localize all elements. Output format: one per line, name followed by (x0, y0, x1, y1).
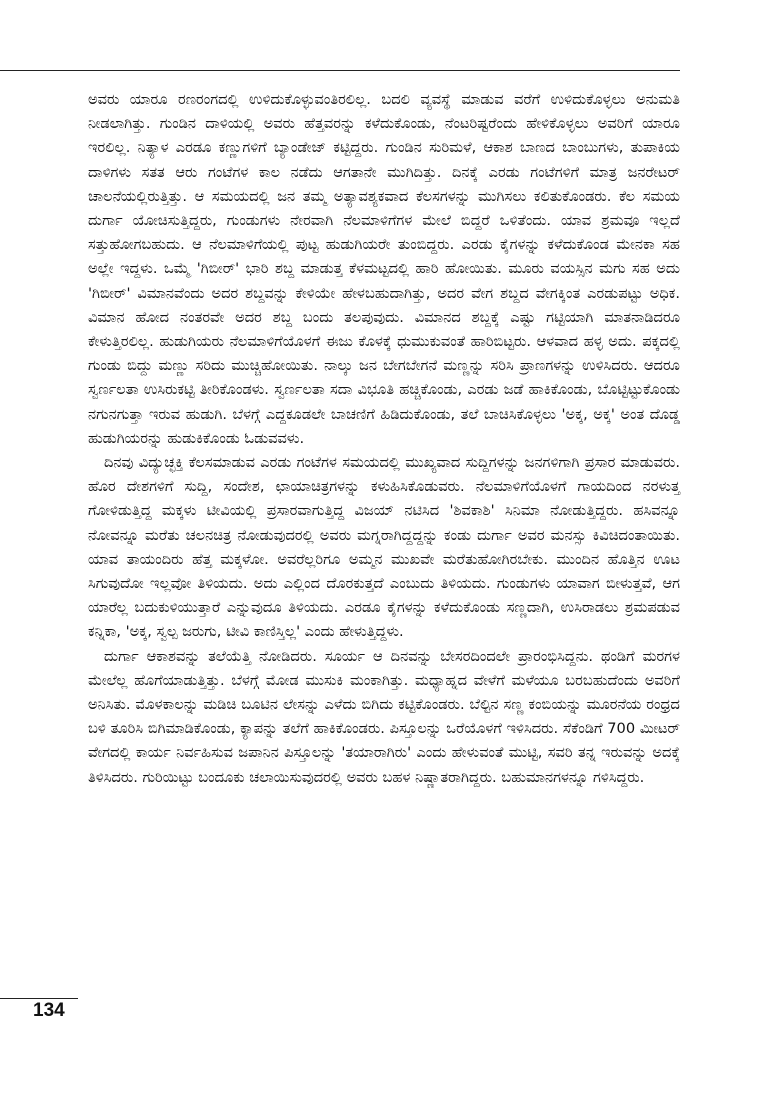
paragraph: ಅವರು ಯಾರೂ ರಣರಂಗದಲ್ಲಿ ಉಳಿದುಕೊಳ್ಳುವಂತಿರಲಿಲ್ಲ. ಬದಲಿ ವ್ಯವಸ್ಥೆ ಮಾಡುವ ವರೆಗೆ ಉಳಿದುಕೊಳ್ಳಲು ಅನುಮತಿ ನೀಡಲಾಗಿತ್ತು. ಗುಂಡಿನ ದಾಳಿಯಲ್ಲಿ ಅವರು ಹೆತ್ತವರನ್ನು ಕಳೆದುಕೊಂಡು, ನೆಂಟರಿಷ್ಟರೆಂದು ಹೇಳಿಕೊಳ್ಳಲು ಅವರಿಗೆ ಯಾರೂ ಇರಲಿಲ್ಲ. ನಿತ್ಯಾಳ ಎರಡೂ ಕಣ್ಣುಗಳಿಗೆ ಬ್ಯಾಂಡೇಜ್ ಕಟ್ಟಿದ್ದರು. ಗುಂಡಿನ ಸುರಿಮಳೆ, ಆಕಾಶ ಬಾಣದ ಬಾಂಬುಗಳು, ತುಪಾಕಿಯ ದಾಳಿಗಳು ಸತತ ಆರು ಗಂಟೆಗಳ ಕಾಲ ನಡೆದು ಆಗತಾನೇ ಮುಗಿದಿತ್ತು. ದಿನಕ್ಕೆ ಎರಡು ಗಂಟೆಗಳಿಗೆ ಮಾತ್ರ ಜನರೇಟರ್ ಚಾಲನೆಯಲ್ಲಿರುತ್ತಿತ್ತು. ಆ ಸಮಯದಲ್ಲಿ ಜನ ತಮ್ಮ ಅತ್ಯಾವಶ್ಯಕವಾದ ಕೆಲಸಗಳನ್ನು ಮುಗಿಸಲು ಕಲಿತುಕೊಂಡರು. ಕೆಲ ಸಮಯ ದುರ್ಗಾ ಯೋಚಿಸುತ್ತಿದ್ದರು, ಗುಂಡುಗಳು ನೇರವಾಗಿ ನೆಲಮಾಳಿಗೆಗಳ ಮೇಲೆ ಬಿದ್ದರೆ ಒಳಿತೆಂದು. ಯಾವ ಶ್ರಮವೂ ಇಲ್ಲದೆ ಸತ್ತುಹೋಗಬಹುದು. ಆ ನೆಲಮಾಳಿಗೆಯಲ್ಲಿ ಪುಟ್ಟ ಹುಡುಗಿಯರೇ ತುಂಬಿದ್ದರು. ಎರಡು ಕೈಗಳನ್ನು ಕಳೆದುಕೊಂಡ ಮೇನಕಾ ಸಹ ಅಲ್ಲೇ ಇದ್ದಳು. ಒಮ್ಮೆ 'ಗಿಬೀರ್' ಭಾರಿ ಶಬ್ದ ಮಾಡುತ್ತ ಕೆಳಮಟ್ಟದಲ್ಲಿ ಹಾರಿ ಹೋಯಿತು. ಮೂರು ವಯಸ್ಸಿನ ಮಗು ಸಹ ಅದು 'ಗಿಬೀರ್' ವಿಮಾನವೆಂದು ಅದರ ಶಬ್ದವನ್ನು ಕೇಳಿಯೇ ಹೇಳಬಹುದಾಗಿತ್ತು, ಅದರ ವೇಗ ಶಬ್ದದ ವೇಗಕ್ಕಿಂತ ಎರಡುಪಟ್ಟು ಅಧಿಕ. ವಿಮಾನ ಹೋದ ನಂತರವೇ ಅದರ ಶಬ್ದ ಬಂದು ತಲಪುವುದು. ವಿಮಾನದ ಶಬ್ದಕ್ಕೆ ಎಷ್ಟು ಗಟ್ಟಿಯಾಗಿ ಮಾತನಾಡಿದರೂ ಕೇಳುತ್ತಿರಲಿಲ್ಲ. ಹುಡುಗಿಯರು ನೆಲಮಾಳಿಗೆಯೊಳಗೆ ಈಜು ಕೊಳಕ್ಕೆ ಧುಮುಕುವಂತೆ ಹಾರಿಬಿಟ್ಟರು. ಆಳವಾದ ಹಳ್ಳ ಅದು. ಪಕ್ಕದಲ್ಲಿ ಗುಂಡು ಬಿದ್ದು ಮಣ್ಣು ಸರಿದು ಮುಚ್ಚಿಹೋಯಿತು. ನಾಲ್ಕು ಜನ ಬೇಗಬೇಗನೆ ಮಣ್ಣನ್ನು ಸರಿಸಿ ಪ್ರಾಣಗಳನ್ನು ಉಳಿಸಿದರು. ಆದರೂ ಸ್ವರ್ಣಲತಾ ಉಸಿರುಕಟ್ಟಿ ತೀರಿಕೊಂಡಳು. ಸ್ವರ್ಣಲತಾ ಸದಾ ವಿಭೂತಿ ಹಚ್ಚಿಕೊಂಡು, ಎರಡು ಜಡೆ ಹಾಕಿಕೊಂಡು, ಬೊಟ್ಟಿಟ್ಟುಕೊಂಡು ನಗುನಗುತ್ತಾ ಇರುವ ಹುಡುಗಿ. ಬೆಳಗ್ಗೆ ಎದ್ದಕೂಡಲೇ ಬಾಚಣಿಗೆ ಹಿಡಿದುಕೊಂಡು, ತಲೆ ಬಾಚಿಸಿಕೊಳ್ಳಲು 'ಅಕ್ಕ, ಅಕ್ಕ' ಅಂತ ದೊಡ್ಡ ಹುಡುಗಿಯರನ್ನು ಹುಡುಕಿಕೊಂಡು ಓಡುವವಳು. (88, 91, 680, 447)
header-rule (0, 70, 680, 71)
body-text (88, 88, 680, 790)
page-number: 134 (33, 1000, 65, 1021)
paragraph: ದಿನವು ವಿದ್ಯುಚ್ಛಕ್ತಿ ಕೆಲಸಮಾಡುವ ಎರಡು ಗಂಟೆಗಳ ಸಮಯದಲ್ಲಿ ಮುಖ್ಯವಾದ ಸುದ್ದಿಗಳನ್ನು ಜನಗಳಿಗಾಗಿ ಪ್ರಸಾರ ಮಾಡುವರು. ಹೊರ ದೇಶಗಳಿಗೆ ಸುದ್ದಿ, ಸಂದೇಶ, ಛಾಯಾಚಿತ್ರಗಳನ್ನು ಕಳುಹಿಸಿಕೊಡುವರು. ನೆಲಮಾಳಿಗೆಯೊಳಗೆ ಗಾಯದಿಂದ ನರಳುತ್ತ ಗೋಳಿಡುತ್ತಿದ್ದ ಮಕ್ಕಳು ಟೀವಿಯಲ್ಲಿ ಪ್ರಸಾರವಾಗುತ್ತಿದ್ದ ವಿಜಯ್ ನಟಿಸಿದ 'ಶಿವಕಾಶಿ' ಸಿನಿಮಾ ನೋಡುತ್ತಿದ್ದರು. ಹಸಿವನ್ನೂ ನೋವನ್ನೂ ಮರೆತು ಚಲನಚಿತ್ರ ನೋಡುವುದರಲ್ಲಿ ಅವರು ಮಗ್ನರಾಗಿದ್ದದ್ದನ್ನು ಕಂಡು ದುರ್ಗಾ ಅವರ ಮನಸ್ಸು ಕಿವಿಚಿದಂತಾಯಿತು. ಯಾವ ತಾಯಂದಿರು ಹೆತ್ತ ಮಕ್ಕಳೋ. ಅವರೆಲ್ಲರಿಗೂ ಅಮ್ಮನ ಮುಖವೇ ಮರೆತುಹೋಗಿರಬೇಕು. ಮುಂದಿನ ಹೊತ್ತಿನ ಊಟ ಸಿಗುವುದೋ ಇಲ್ಲವೋ ತಿಳಿಯದು. ಅದು ಎಲ್ಲಿಂದ ದೊರಕುತ್ತದೆ ಎಂಬುದು ತಿಳಿಯದು. ಗುಂಡುಗಳು ಯಾವಾಗ ಬೀಳುತ್ತವೆ, ಆಗ ಯಾರೆಲ್ಲ ಬದುಕುಳಿಯುತ್ತಾರೆ ಎನ್ನುವುದೂ ತಿಳಿಯದು. ಎರಡೂ ಕೈಗಳನ್ನು ಕಳೆದುಕೊಂಡು ಸಣ್ಣದಾಗಿ, ಉಸಿರಾಡಲು ಶ್ರಮಪಡುವ ಕನ್ನಿಕಾ, 'ಅಕ್ಕ, ಸ್ವಲ್ಪ ಜರುಗು, ಟೀವಿ ಕಾಣಿಸ್ತಿಲ್ಲ' ಎಂದು ಹೇಳುತ್ತಿದ್ದಳು. (88, 454, 680, 641)
paragraph: ದುರ್ಗಾ ಆಕಾಶವನ್ನು ತಲೆಯೆತ್ತಿ ನೋಡಿದರು. ಸೂರ್ಯ ಆ ದಿನವನ್ನು ಬೇಸರದಿಂದಲೇ ಪ್ರಾರಂಭಿಸಿದ್ದನು. ಥಂಡಿಗೆ ಮರಗಳ ಮೇಲೆಲ್ಲ ಹೊಗೆಯಾಡುತ್ತಿತ್ತು. ಬೆಳಗ್ಗೆ ಮೋಡ ಮುಸುಕಿ ಮಂಕಾಗಿತ್ತು. ಮಧ್ಯಾಹ್ನದ ವೇಳೆಗೆ ಮಳೆಯೂ ಬರಬಹುದೆಂದು ಅವರಿಗೆ ಅನಿಸಿತು. ಮೊಳಕಾಲನ್ನು ಮಡಿಚಿ ಬೂಟಿನ ಲೇಸನ್ನು ಎಳೆದು ಬಿಗಿದು ಕಟ್ಟಿಕೊಂಡರು. ಬೆಲ್ಟಿನ ಸಣ್ಣ ಕಂಬಿಯನ್ನು ಮೂರನೆಯ ರಂಧ್ರದ ಬಳಿ ತೂರಿಸಿ ಬಿಗಿಮಾಡಿಕೊಂಡು, ಕ್ಯಾಪನ್ನು ತಲೆಗೆ ಹಾಕಿಕೊಂಡರು. ಪಿಸ್ತೂಲನ್ನು ಒರೆಯೊಳಗೆ ಇಳಿಸಿದರು. ಸೆಕೆಂಡಿಗೆ 700 ಮೀಟರ್ ವೇಗದಲ್ಲಿ ಕಾರ್ಯ ನಿರ್ವಹಿಸುವ ಜಪಾನಿನ ಪಿಸ್ತೂಲನ್ನು 'ತಯಾರಾಗಿರು' ಎಂದು ಹೇಳುವಂತೆ ಮುಟ್ಟಿ, ಸವರಿ ತನ್ನ ಇರುವನ್ನು ಅದಕ್ಕೆ ತಿಳಿಸಿದರು. ಗುರಿಯಿಟ್ಟು ಬಂದೂಕು ಚಲಾಯಿಸುವುದರಲ್ಲಿ ಅವರು ಬಹಳ ನಿಷ್ಣಾತರಾಗಿದ್ದರು. ಬಹುಮಾನಗಳನ್ನೂ ಗಳಿಸಿದ್ದರು. (88, 647, 680, 786)
footer-rule (0, 998, 78, 999)
